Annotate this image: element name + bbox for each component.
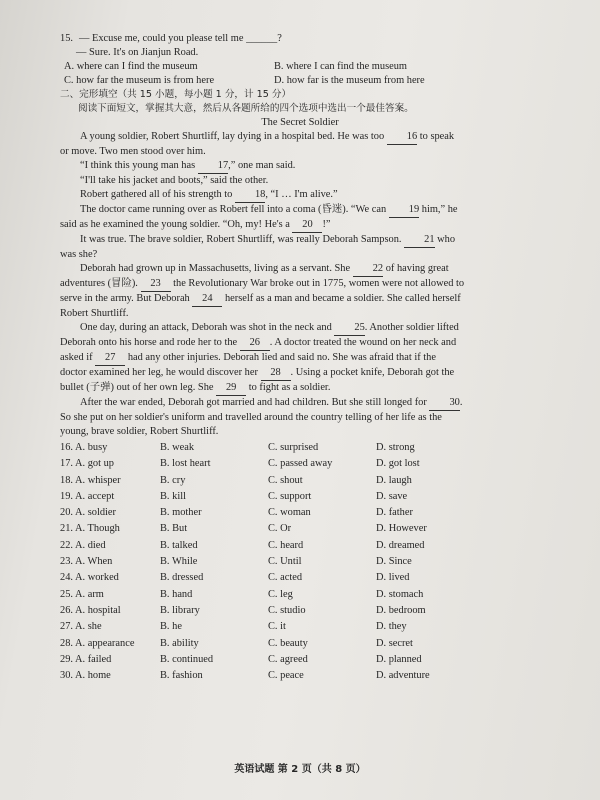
blank-24: 24 (192, 292, 222, 307)
choice-option: B. library (160, 604, 200, 616)
text: “I'll take his jacket and boots,” said the other. (80, 175, 269, 186)
section-instruction: 阅读下面短文，掌握其大意，然后从各题所给的四个选项中选出一个最佳答案。 (78, 103, 414, 114)
choice-option: D. secret (376, 637, 413, 649)
passage-title: The Secret Soldier (261, 117, 339, 128)
text: A young soldier, Robert Shurtliff, lay dying in a hospital bed. He was too (80, 131, 385, 142)
text: was she? (60, 249, 98, 260)
text: ,” one man said. (228, 160, 296, 171)
choice-option: 21. A. Though (60, 523, 120, 535)
text: adventures (冒险). (60, 278, 138, 289)
text: One day, during an attack, Deborah was shot in the neck and (80, 322, 332, 333)
choice-option: D. they (376, 621, 407, 633)
choice-row (60, 506, 540, 522)
text: !” (322, 219, 331, 230)
choice-row (60, 441, 540, 457)
blank-30: 30 (429, 396, 459, 411)
text: Robert gathered all of his strength to (80, 189, 233, 200)
passage (60, 130, 540, 439)
text: asked if (60, 352, 93, 363)
choice-option: B. cry (160, 474, 186, 486)
choice-option: B. weak (160, 442, 195, 453)
text: Robert Shurtliff. (60, 308, 129, 319)
blank-16: 16 (387, 130, 417, 145)
text: him,” he (421, 204, 458, 215)
text: bullet (子弹) out of her own leg. She (60, 382, 214, 393)
text: It was true. The brave soldier, Robert Shurtliff, was really Deborah Sampson. (80, 234, 402, 245)
text: . A doctor treated the wound on her neck and (269, 337, 457, 348)
option-b: B. where I can find the museum (274, 61, 408, 72)
choice-option: B. fashion (160, 670, 203, 682)
choice-option: 17. A. got up (60, 458, 114, 470)
choice-option: C. surprised (268, 442, 319, 453)
choice-option: B. he (160, 621, 182, 633)
choice-option: D. laugh (376, 474, 412, 486)
text: said as he examined the young soldier. “Oh, my! He's a (60, 219, 290, 230)
choice-option: D. father (376, 507, 413, 519)
choice-option: 23. A. When (60, 556, 113, 568)
page-content (60, 32, 540, 685)
choice-option: C. acted (268, 572, 303, 584)
text: The doctor came running over as Robert fell into a coma (昏迷). “We can (80, 204, 387, 215)
choice-option: C. Or (268, 523, 292, 535)
option-c: C. how far the museum is from here (64, 75, 215, 86)
option-d: D. how far is the museum from here (274, 75, 425, 86)
text: to speak (419, 131, 455, 142)
choice-option: D. Since (376, 556, 412, 568)
choice-option: C. leg (268, 588, 293, 600)
choice-option: 28. A. appearance (60, 637, 135, 649)
blank-28: 28 (261, 366, 291, 381)
choice-option: C. shout (268, 474, 303, 486)
text: . Another soldier lifted (364, 322, 459, 333)
choice-option: C. peace (268, 670, 304, 682)
choice-row (60, 588, 540, 604)
blank-20: 20 (292, 218, 322, 233)
question-number: 15. (60, 33, 73, 44)
text: the Revolutionary War broke out in 1775, women were not allowed to (173, 278, 465, 289)
option-a: A. where can I find the museum (64, 61, 198, 72)
text: serve in the army. But Deborah (60, 293, 190, 304)
choice-option: D. got lost (376, 458, 420, 470)
blank-22: 22 (353, 262, 383, 277)
blank-18: 18 (235, 188, 265, 203)
choice-option: C. heard (268, 539, 304, 551)
choice-option: B. dressed (160, 572, 204, 584)
text: young, brave soldier, Robert Shurtliff. (60, 426, 219, 437)
question-15-options (60, 60, 540, 88)
text: doctor examined her leg, he would discover her (60, 367, 258, 378)
choice-option: B. ability (160, 637, 199, 649)
choice-option: 22. A. died (60, 539, 106, 551)
choice-option: B. hand (160, 588, 193, 600)
choice-option: C. passed away (268, 458, 333, 470)
choice-option: C. it (268, 621, 286, 633)
text: to fight as a soldier. (248, 382, 331, 393)
choice-option: 27. A. she (60, 621, 102, 633)
choice-option: C. woman (268, 507, 311, 519)
choice-option: 20. A. soldier (60, 507, 116, 519)
choice-option: D. stomach (376, 588, 424, 600)
text: had any other injuries. Deborah lied and said no. She was afraid that if the (127, 352, 436, 363)
choice-option: 18. A. whisper (60, 474, 121, 486)
blank-17: 17 (198, 159, 228, 174)
choice-option: B. But (160, 523, 188, 535)
text: herself as a man and became a soldier. She called herself (224, 293, 461, 304)
choice-row (60, 653, 540, 669)
choice-option: D. dreamed (376, 539, 425, 551)
choice-option: B. lost heart (160, 458, 211, 470)
choice-option: 24. A. worked (60, 572, 119, 584)
choice-option: B. continued (160, 653, 214, 665)
answer-choices (60, 441, 540, 685)
text: of having great (385, 263, 449, 274)
choice-option: B. While (160, 556, 198, 568)
choice-row (60, 474, 540, 490)
text: . (459, 397, 463, 408)
choice-option: D. adventure (376, 670, 430, 682)
text: . Using a pocket knife, Deborah got the (290, 367, 455, 378)
dialogue-line-2: — Sure. It's on Jianjun Road. (76, 47, 199, 58)
choice-option: 16. A. busy (60, 442, 108, 453)
choice-row (60, 539, 540, 555)
blank-26: 26 (240, 336, 270, 351)
text: who (437, 234, 456, 245)
text: So she put on her soldier's uniform and travelled around the country telling of her life as the (60, 412, 442, 423)
blank-27: 27 (95, 351, 125, 366)
blank-29: 29 (216, 381, 246, 396)
page-footer: 英语试题 第 2 页（共 8 页） (234, 764, 366, 775)
choice-option: D. save (376, 490, 408, 502)
text: , “I … I'm alive.” (265, 189, 338, 200)
dialogue-line-1: — Excuse me, could you please tell me ______? (79, 33, 282, 44)
choice-option: D. planned (376, 653, 422, 665)
text: Deborah onto his horse and rode her to the (60, 337, 238, 348)
choice-option: B. talked (160, 539, 198, 551)
choice-option: D. bedroom (376, 604, 426, 616)
choice-option: D. However (376, 523, 427, 535)
choice-option: C. Until (268, 556, 302, 568)
blank-25: 25 (334, 321, 364, 336)
choice-option: C. studio (268, 604, 306, 616)
choice-option: C. beauty (268, 637, 308, 649)
choice-row (60, 637, 540, 653)
choice-row (60, 669, 540, 685)
choice-row (60, 604, 540, 620)
choice-row (60, 522, 540, 538)
choice-option: B. mother (160, 507, 202, 519)
choice-row (60, 490, 540, 506)
choice-option: D. lived (376, 572, 410, 584)
blank-23: 23 (141, 277, 171, 292)
choice-row (60, 571, 540, 587)
choice-option: C. support (268, 490, 312, 502)
choice-option: 19. A. accept (60, 490, 115, 502)
choice-row (60, 555, 540, 571)
choice-option: 29. A. failed (60, 653, 112, 665)
choice-option: 25. A. arm (60, 588, 104, 600)
choice-row (60, 620, 540, 636)
choice-option: B. kill (160, 490, 186, 502)
blank-19: 19 (389, 203, 419, 218)
question-15 (60, 32, 540, 88)
choice-option: 30. A. home (60, 670, 111, 682)
text: or move. Two men stood over him. (60, 146, 206, 157)
choice-option: D. strong (376, 442, 415, 453)
text: After the war ended, Deborah got married and had children. But she still longed for (80, 397, 427, 408)
blank-21: 21 (404, 233, 434, 248)
choice-row (60, 457, 540, 473)
choice-option: 26. A. hospital (60, 604, 121, 616)
section-heading: 二、完形填空（共 15 小题，每小题 1 分，计 15 分） (60, 89, 292, 100)
text: “I think this young man has (80, 160, 196, 171)
choice-option: C. agreed (268, 653, 308, 665)
text: Deborah had grown up in Massachusetts, living as a servant. She (80, 263, 351, 274)
